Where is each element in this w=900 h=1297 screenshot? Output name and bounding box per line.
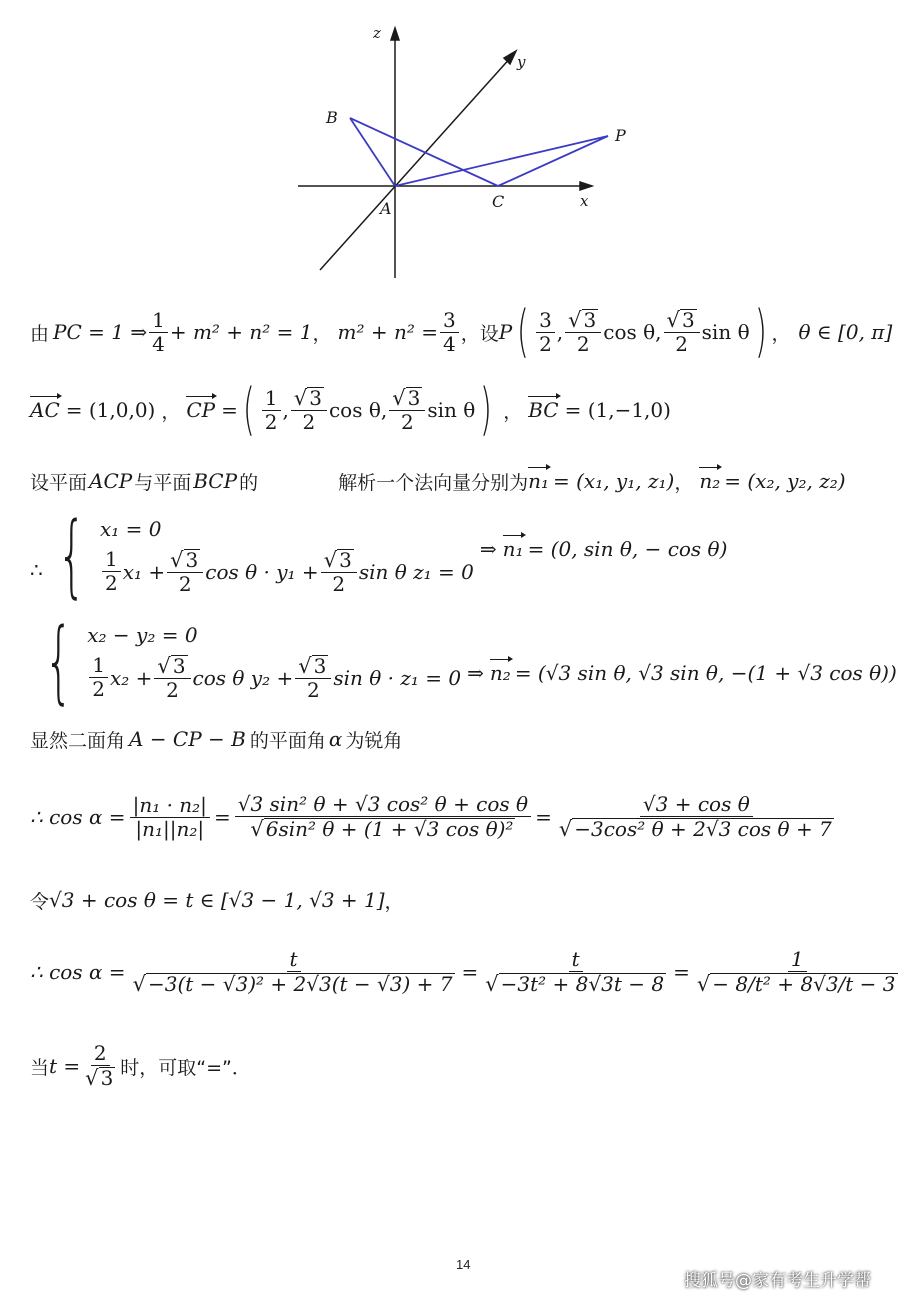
page-number: 14 (456, 1257, 471, 1272)
label-y: y (517, 53, 526, 71)
fraction: $\frac{1}{4}$ (149, 310, 168, 355)
label-b: B (326, 108, 338, 127)
vector-bc: BC (528, 398, 559, 422)
label-p: P (615, 126, 626, 145)
solution-line-2: AC = (1,0,0) ， CP = ( $\frac{1}{2}$ , √ 3 2 cos θ, √ 3 2 sin θ ) ， BC = (1,−1,0) (30, 377, 671, 442)
solution-line-1: 由 PC = 1 ⇒ $\frac{1}{4}$ + m² + n² = 1 ， m² + n² = $\frac{3}{4}$ ，设 P ( $\frac{3}{2}$ , √ 3 2 cos θ, √ 3 2 sin θ ) ， θ ∈ [0, π] (30, 299, 893, 364)
coordinate-figure (290, 20, 630, 290)
z-arrow (391, 28, 399, 40)
label-z: z (373, 24, 381, 42)
watermark: 搜狐号@家有考生升学帮 (684, 1271, 871, 1291)
segment-ap (395, 136, 608, 186)
label-c: C (492, 192, 505, 211)
fraction: $\frac{3}{4}$ (440, 310, 459, 355)
equation-system-1: ∴ { x₁ = 0 $\frac{1}{2}$ x₁ + √ 3 2 cos θ · y₁ + √ 3 2 sin θ z₁ = 0 ⇒ n₁ = (0, sin θ, − cos θ) (30, 503, 728, 608)
equation-system-2: { x₂ − y₂ = 0 $\frac{1}{2}$ x₂ + √ 3 2 cos θ y₂ + √ 3 2 sin θ · z₁ = 0 ⇒ n₂ = (√3 sin θ, √3 sin θ, −(1 + √3 cos θ)) (44, 609, 897, 714)
segment-cp (498, 136, 608, 186)
solution-line-5: 令 √3 + cos θ = t ∈ [√3 − 1, √3 + 1] ， (30, 888, 404, 913)
vector-ac: AC (30, 398, 60, 422)
cos-alpha-t-block: ∴ cos α = t √ −3(t − √3)² + 2√3(t − √3) + 7 = t √ −3t² + 8√3t − 8 = 1 √ − 8/t² + 8√3/t − 3 (30, 946, 896, 996)
solution-line-3: 设平面 ACP 与平面 BCP 的 解析一个法向量分别为 n₁ = (x₁, y₁, z₁) ， n₂ = (x₂, y₂, z₂) (30, 469, 846, 494)
solution-line-6: 当 t = 2 √ 3 时，可取“=”． (30, 1040, 251, 1090)
cos-alpha-block: ∴ cos α = $\frac{\text{|n₁ · n₂|}}{\text{|n₁||n₂|}}$ = √3 sin² θ + √3 cos² θ + cos θ √ 6sin² θ + (1 + √3 cos θ)² = √3 + cos θ √ −3cos² θ + 2√3 cos θ + 7 (30, 791, 832, 841)
solution-line-4: 显然二面角 A − CP − B 的平面角 α 为锐角 (30, 727, 403, 752)
vector-cp: CP (186, 398, 216, 422)
label-x: x (580, 192, 589, 210)
x-arrow (580, 182, 592, 190)
label-a: A (380, 199, 392, 218)
y-axis (320, 56, 512, 270)
